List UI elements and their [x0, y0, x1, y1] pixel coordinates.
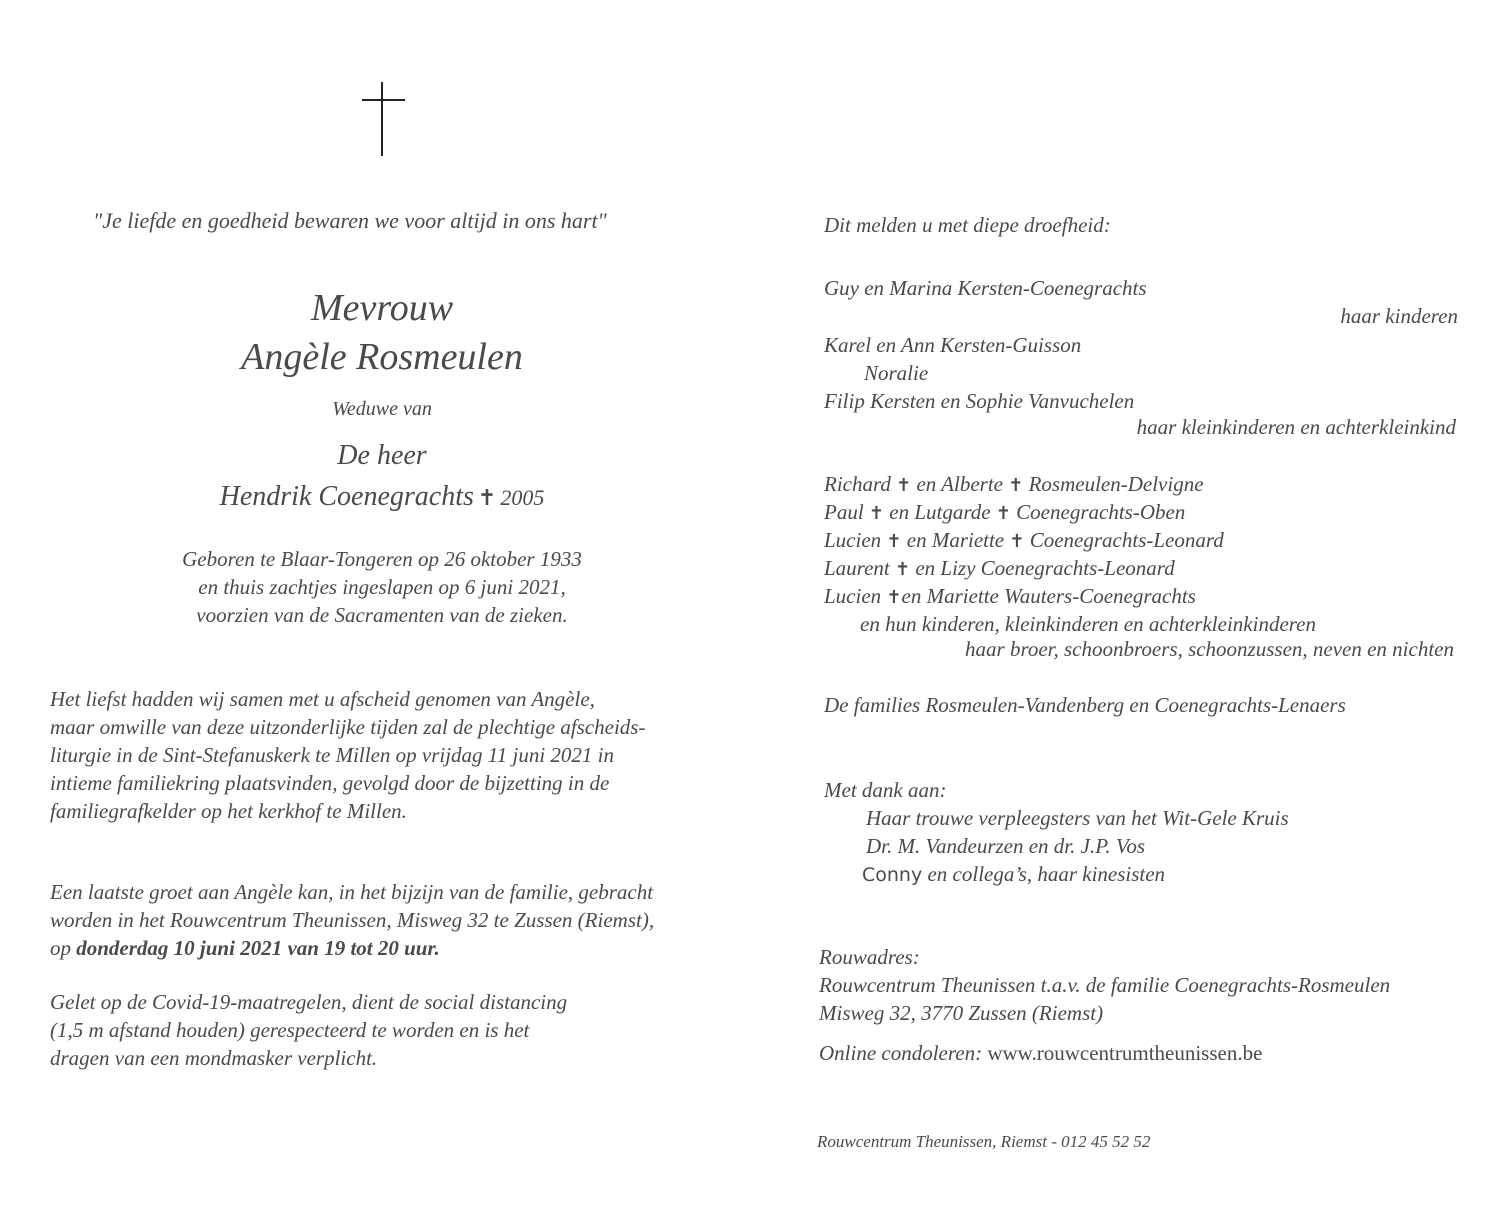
- farewell-line: familiegrafkelder op het kerkhof te Millen.: [50, 799, 407, 823]
- children-names: Guy en Marina Kersten-Coenegrachts: [824, 276, 1147, 300]
- siblings-label: haar broer, schoonbroers, schoonzussen, neven en nichten: [965, 637, 1454, 661]
- online-url[interactable]: www.rouwcentrumtheunissen.be: [987, 1041, 1263, 1065]
- families: De families Rosmeulen-Vandenberg en Coenegrachts-Lenaers: [824, 693, 1346, 717]
- birth-block: [82, 545, 682, 629]
- covid-line: Gelet op de Covid-19-maatregelen, dient de social distancing: [50, 990, 568, 1014]
- greeting-paragraph: [50, 878, 740, 962]
- sibling-line: [824, 554, 1316, 582]
- footer: Rouwcentrum Theunissen, Riemst - 012 45 52 52: [817, 1132, 1151, 1151]
- children-label: haar kinderen: [1340, 304, 1458, 328]
- sibling-line: [824, 526, 1316, 554]
- grandchild-line: Noralie: [864, 361, 929, 385]
- sibling-name: en Lizy Coenegrachts-Leonard: [910, 556, 1175, 580]
- sibling-name: Paul: [824, 500, 869, 524]
- sibling-name: Lucien: [824, 528, 887, 552]
- husband-line: [132, 481, 632, 513]
- intro: Dit melden u met diepe droefheid:: [824, 213, 1111, 237]
- sibling-name: en Alberte: [911, 472, 1009, 496]
- deceased-name: Angèle Rosmeulen: [241, 336, 523, 378]
- address-line: Rouwcentrum Theunissen t.a.v. de familie Coenegrachts-Rosmeulen: [819, 973, 1391, 997]
- widow-of: Weduwe van: [332, 398, 432, 420]
- birth-line: voorzien van de Sacramenten van de zieken.: [196, 603, 568, 627]
- thanks-title: Met dank aan:: [824, 778, 947, 802]
- dagger-icon: ✝: [886, 587, 902, 608]
- dagger-icon: ✝: [1009, 531, 1025, 552]
- address-line: Misweg 32, 3770 Zussen (Riemst): [819, 1001, 1104, 1025]
- greeting-datetime: donderdag 10 juni 2021 van 19 tot 20 uur.: [76, 936, 440, 960]
- thanks-line: [824, 860, 1289, 888]
- farewell-line: Het liefst hadden wij samen met u afscheid genomen van Angèle,: [50, 687, 595, 711]
- dagger-icon: ✝: [1008, 475, 1024, 496]
- dagger-icon: ✝: [886, 531, 902, 552]
- covid-line: (1,5 m afstand houden) gerespecteerd te worden en is het: [50, 1018, 530, 1042]
- title: Mevrouw: [310, 287, 454, 329]
- dagger-icon: ✝: [995, 503, 1011, 524]
- grandchild-line: Filip Kersten en Sophie Vanvuchelen: [824, 389, 1135, 413]
- sibling-name: Lucien: [824, 584, 887, 608]
- birth-line: en thuis zachtjes ingeslapen op 6 juni 2021,: [198, 575, 566, 599]
- greeting-line: worden in het Rouwcentrum Theunissen, Misweg 32 te Zussen (Riemst),: [50, 908, 655, 932]
- sibling-surname: Coenegrachts-Oben: [1010, 500, 1186, 524]
- cross-vertical-bar: [381, 82, 383, 156]
- sibling-name: Laurent: [824, 556, 895, 580]
- husband-name: Hendrik Coenegrachts: [219, 481, 474, 512]
- quote: "Je liefde en goedheid bewaren we voor altijd in ons hart": [93, 208, 607, 233]
- covid-line: dragen van een mondmasker verplicht.: [50, 1046, 378, 1070]
- address-title: Rouwadres:: [819, 945, 920, 969]
- farewell-line: intieme familiekring plaatsvinden, gevolgd door de bijzetting in de: [50, 771, 610, 795]
- address-block: [819, 943, 1390, 1027]
- greeting-prefix: op: [50, 936, 77, 960]
- online-label: Online condoleren:: [819, 1041, 988, 1065]
- grandchildren-label: haar kleinkinderen en achterkleinkind: [1136, 415, 1456, 439]
- sibling-name: Richard: [824, 472, 897, 496]
- cross-horizontal-bar: [362, 99, 405, 101]
- thanks-block: [824, 776, 1289, 888]
- husband-title: De heer: [337, 440, 427, 471]
- sibling-surname: Rosmeulen-Delvigne: [1023, 472, 1204, 496]
- greeting-line: Een laatste groet aan Angèle kan, in het bijzijn van de familie, gebracht: [50, 880, 654, 904]
- greeting-line-3: [50, 934, 740, 962]
- husband-year: 2005: [500, 485, 545, 510]
- dagger-icon: ✝: [477, 486, 497, 511]
- online-condolence: [819, 1041, 1262, 1066]
- thanks-line: Haar trouwe verpleegsters van het Wit-Gele Kruis: [866, 806, 1289, 830]
- farewell-paragraph: [50, 685, 740, 825]
- farewell-line: maar omwille van deze uitzonderlijke tijden zal de plechtige afscheids-: [50, 715, 646, 739]
- dagger-icon: ✝: [894, 559, 911, 580]
- sibling-line: [824, 582, 1316, 610]
- dagger-icon: ✝: [896, 475, 912, 496]
- sibling-surname: Coenegrachts-Leonard: [1024, 528, 1224, 552]
- grandchildren-block: [824, 331, 1134, 415]
- sibling-name: en Mariette Wauters-Coenegrachts: [901, 584, 1196, 608]
- thanks-conny-rest: en collega’s, haar kinesisten: [922, 862, 1166, 886]
- thanks-line: Dr. M. Vandeurzen en dr. J.P. Vos: [866, 834, 1146, 858]
- farewell-line: liturgie in de Sint-Stefanuskerk te Millen op vrijdag 11 juni 2021 in: [50, 743, 614, 767]
- thanks-conny: Conny: [862, 864, 923, 886]
- siblings-block: [824, 470, 1316, 638]
- dagger-icon: ✝: [868, 503, 885, 524]
- sibling-line: [824, 498, 1316, 526]
- grandchild-line: Karel en Ann Kersten-Guisson: [824, 333, 1082, 357]
- sibling-name: en Lutgarde: [884, 500, 996, 524]
- sibling-line: [824, 470, 1316, 498]
- covid-paragraph: [50, 988, 740, 1072]
- sibling-name: en Mariette: [901, 528, 1010, 552]
- birth-line: Geboren te Blaar-Tongeren op 26 oktober 1933: [182, 547, 582, 571]
- siblings-children: en hun kinderen, kleinkinderen en achterkleinkinderen: [860, 612, 1316, 636]
